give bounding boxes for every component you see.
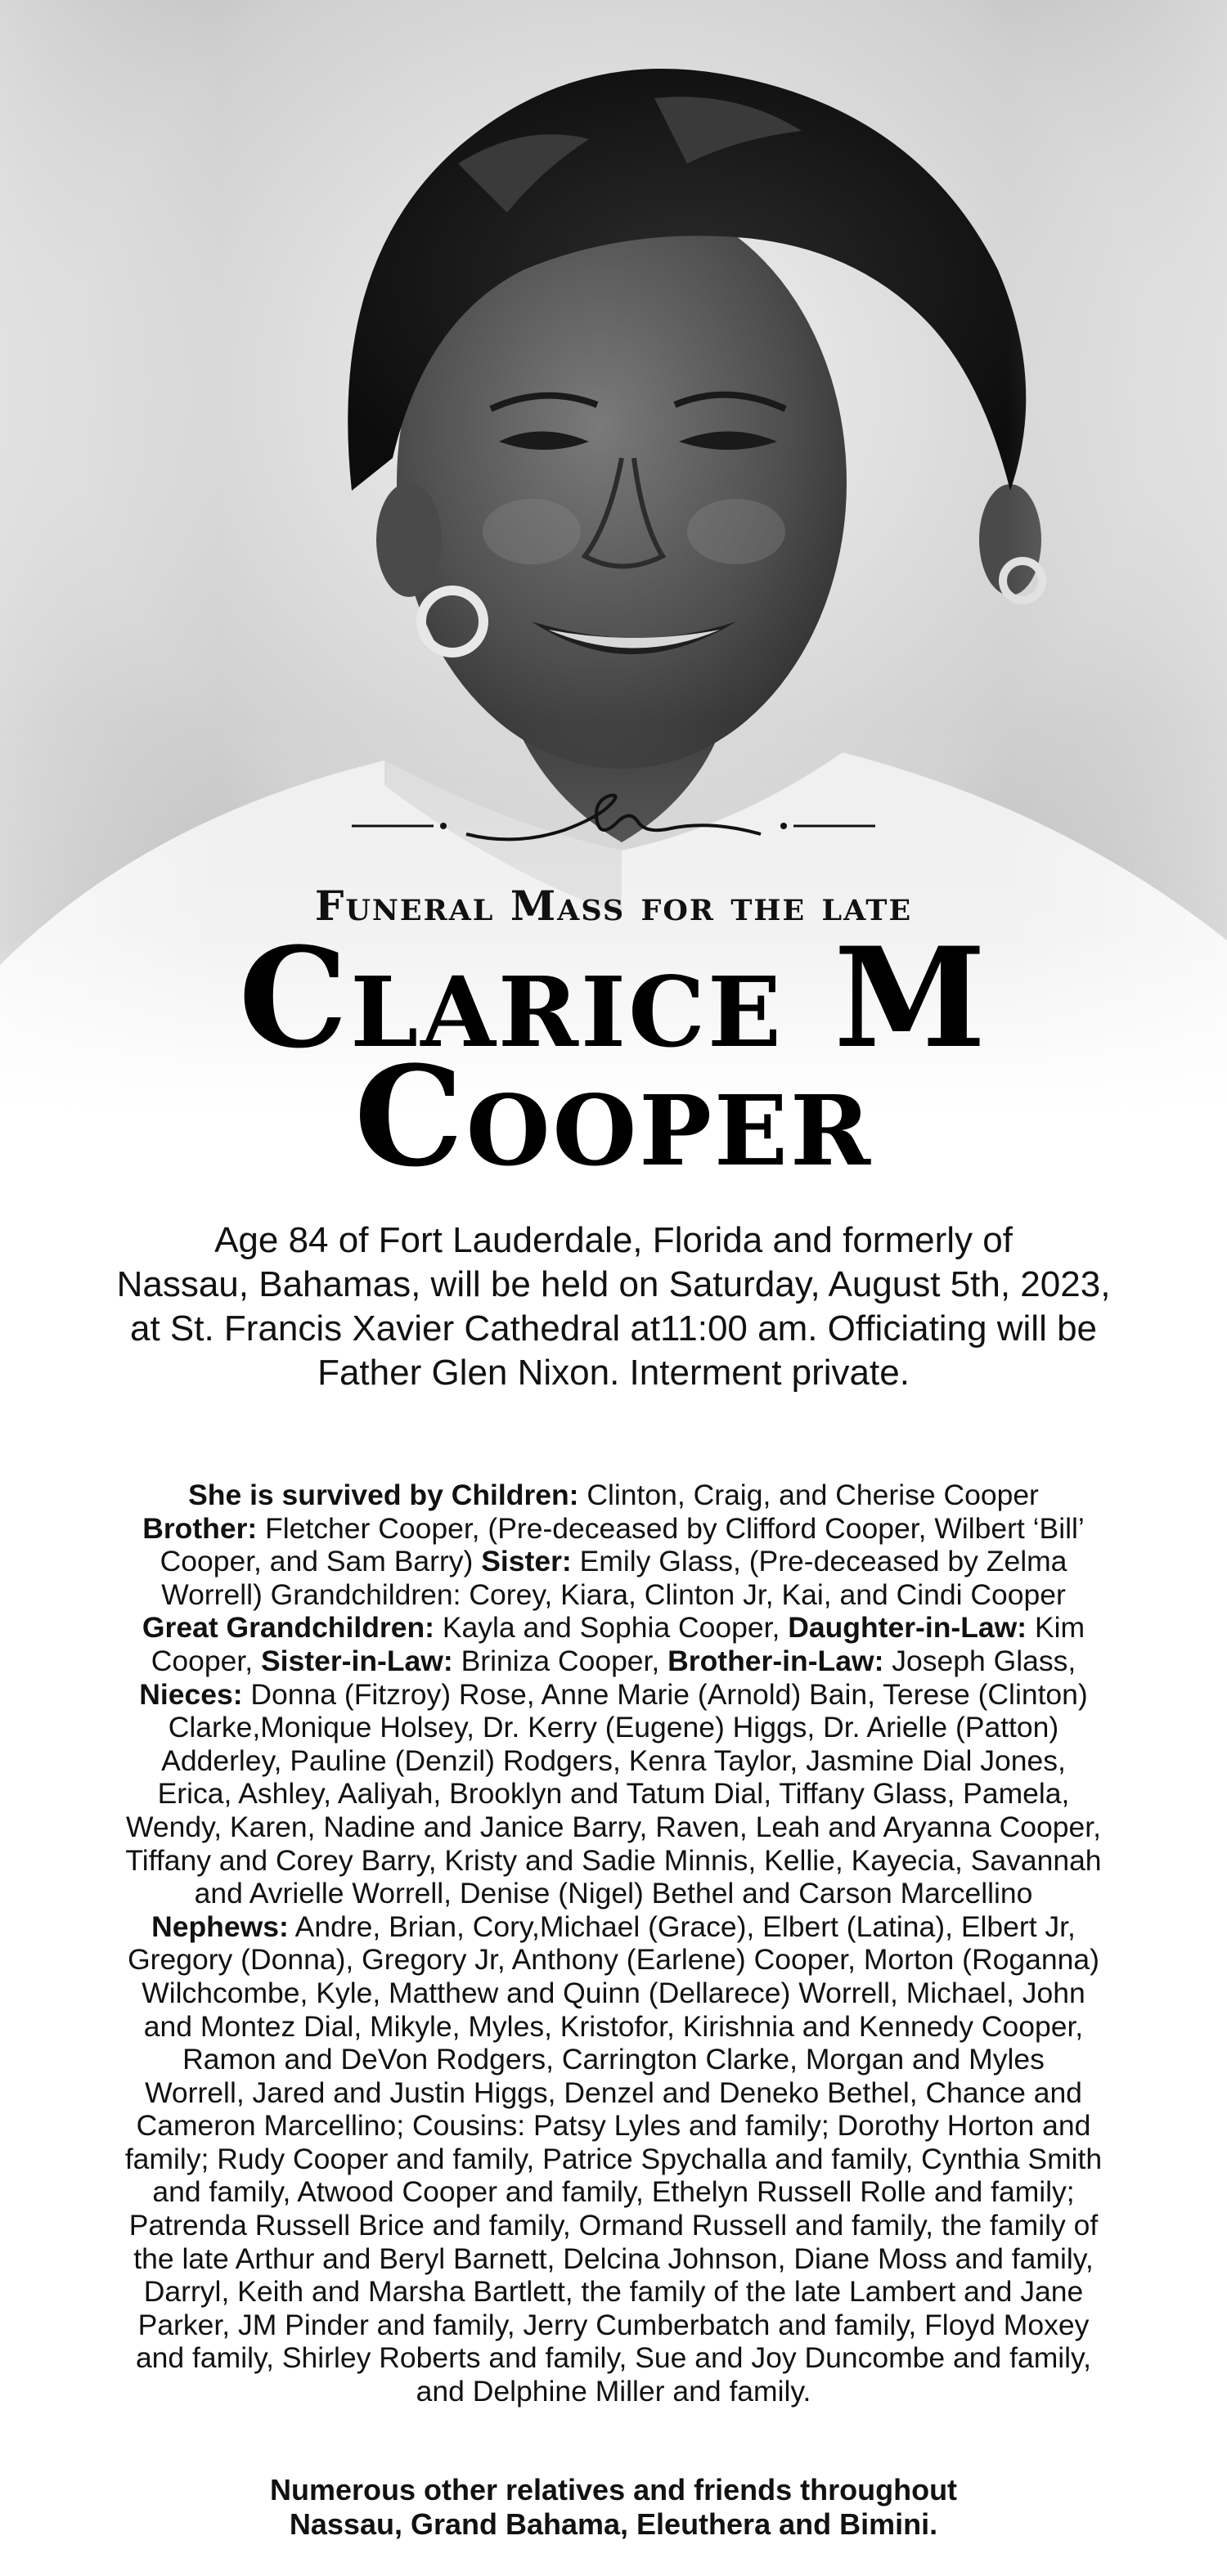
- survivor-line: [25, 2043, 1202, 2076]
- scroll-flourish-icon: [352, 789, 875, 863]
- survivor-names: Kim: [1027, 1611, 1085, 1645]
- survivor-line: [25, 2076, 1202, 2110]
- relation-label: She is survived by Children:: [188, 1479, 579, 1511]
- survivor-names: Cooper, and Sam Barry): [160, 1545, 482, 1578]
- survivor-line: [25, 1943, 1202, 1977]
- closing-line: Nassau, Grand Bahama, Eleuthera and Bimini.: [289, 2507, 938, 2541]
- survivor-names: Worrell, Jared and Justin Higgs, Denzel and Deneko Bethel, Chance and: [145, 2076, 1082, 2109]
- survivor-names: Patrenda Russell Brice and family, Ormand Russell and family, the family of: [128, 2209, 1099, 2242]
- service-line: Age 84 of Fort Lauderdale, Florida and formerly of: [214, 1220, 1013, 1260]
- survivor-line: [25, 1611, 1202, 1645]
- survivor-line: [25, 2275, 1202, 2309]
- service-line: at St. Francis Xavier Cathedral at11:00 am. Officiating will be: [129, 1308, 1098, 1349]
- relation-label: Sister:: [481, 1545, 572, 1578]
- survivor-line: [25, 1977, 1202, 2010]
- survivor-line: [25, 1578, 1202, 1612]
- survivor-names: Cameron Marcellino; Cousins: Patsy Lyles and family; Dorothy Horton and: [136, 2109, 1091, 2143]
- survivor-names: Fletcher Cooper, (Pre-deceased by Clifford Cooper, Wilbert ‘Bill’: [257, 1511, 1085, 1545]
- survivor-line: [25, 2143, 1202, 2176]
- survivor-names: Erica, Ashley, Aaliyah, Brooklyn and Tatum Dial, Tiffany Glass, Pamela,: [157, 1777, 1070, 1811]
- survivor-line: [25, 1545, 1202, 1578]
- relation-label: Sister-in-Law:: [260, 1644, 453, 1677]
- survivor-names: Briniza Cooper,: [452, 1644, 668, 1677]
- relation-label: Daughter-in-Law:: [788, 1611, 1027, 1645]
- survivor-names: and Montez Dial, Mikyle, Myles, Kristofor, Kirishnia and Kennedy Cooper,: [143, 2009, 1084, 2043]
- closing-note: [0, 2473, 1227, 2542]
- survivor-names: and Delphine Miller and family.: [416, 2375, 811, 2408]
- survivor-names: and family, Atwood Cooper and family, Ethelyn Russell Rolle and family;: [152, 2175, 1075, 2209]
- survivor-line: [25, 2209, 1202, 2242]
- survivor-names: Wendy, Karen, Nadine and Janice Barry, Raven, Leah and Aryanna Cooper,: [126, 1810, 1101, 1843]
- survivor-line: [25, 2242, 1202, 2276]
- survivor-line: [25, 2109, 1202, 2143]
- survivor-names: Emily Glass, (Pre-deceased by Zelma: [571, 1545, 1067, 1578]
- survivor-names: Andre, Brian, Cory,Michael (Grace), Elbert (Latina), Elbert Jr,: [288, 1910, 1076, 1943]
- survivor-line: [25, 1844, 1202, 1878]
- survivor-line: [25, 2375, 1202, 2408]
- survivor-line: [25, 1479, 1202, 1512]
- survivor-names: Cooper,: [151, 1644, 261, 1677]
- survivor-line: [25, 1777, 1202, 1811]
- survivor-names: Parker, JM Pinder and family, Jerry Cumberbatch and family, Floyd Moxey: [137, 2308, 1090, 2341]
- survivor-names: the late Arthur and Beryl Barnett, Delcina Johnson, Diane Moss and family,: [133, 2242, 1094, 2275]
- survivor-line: [25, 2309, 1202, 2342]
- funeral-mass-subtitle: Funeral Mass for the late: [314, 882, 913, 930]
- survivor-names: Donna (Fitzroy) Rose, Anne Marie (Arnold) Bain, Terese (Clinton): [242, 1677, 1088, 1711]
- survivor-line: [25, 1877, 1202, 1910]
- relation-label: Brother-in-Law:: [667, 1644, 884, 1677]
- survivor-names: and Avrielle Worrell, Denise (Nigel) Bethel and Carson Marcellino: [194, 1877, 1033, 1910]
- survivor-names: Adderley, Pauline (Denzil) Rodgers, Kenra Taylor, Jasmine Dial Jones,: [161, 1744, 1066, 1777]
- relation-label: Brother:: [142, 1511, 258, 1545]
- survivor-names: Wilchcombe, Kyle, Matthew and Quinn (Dellarece) Worrell, Michael, John: [142, 1976, 1085, 2009]
- survivor-line: [25, 1678, 1202, 1712]
- deceased-name-first: Clarice M: [238, 917, 989, 1079]
- closing-line: Numerous other relatives and friends throughout: [269, 2473, 958, 2506]
- survivors-list: [25, 1479, 1202, 2408]
- deceased-name-last: Cooper: [353, 1035, 874, 1197]
- survivor-line: [25, 2341, 1202, 2375]
- survivor-names: Darryl, Keith and Marsha Bartlett, the family of the late Lambert and Jane: [143, 2275, 1084, 2309]
- survivor-line: [25, 2010, 1202, 2044]
- survivor-line: [25, 1811, 1202, 1844]
- survivor-line: [25, 2175, 1202, 2209]
- service-line: Nassau, Bahamas, will be held on Saturday, August 5th, 2023,: [116, 1264, 1111, 1304]
- survivor-names: Joseph Glass,: [883, 1644, 1076, 1677]
- survivor-names: and family, Shirley Roberts and family, Sue and Joy Duncombe and family,: [135, 2341, 1092, 2375]
- survivor-names: Ramon and DeVon Rodgers, Carrington Clarke, Morgan and Myles: [182, 2043, 1045, 2076]
- survivor-names: Tiffany and Corey Barry, Kristy and Sadie Minnis, Kellie, Kayecia, Savannah: [125, 1843, 1102, 1877]
- service-details: [49, 1218, 1178, 1395]
- decorative-flourish: [352, 789, 875, 863]
- survivor-line: [25, 1711, 1202, 1744]
- survivor-line: [25, 1744, 1202, 1778]
- survivor-line: [25, 1645, 1202, 1678]
- survivor-names: Clinton, Craig, and Cherise Cooper: [578, 1479, 1039, 1511]
- service-line: Father Glen Nixon. Interment private.: [317, 1353, 910, 1393]
- survivor-names: Clarke,Monique Holsey, Dr. Kerry (Eugene) Higgs, Dr. Arielle (Patton): [168, 1711, 1059, 1744]
- survivor-names: family; Rudy Cooper and family, Patrice Spychalla and family, Cynthia Smith: [124, 2142, 1103, 2175]
- survivor-names: Worrell) Grandchildren: Corey, Kiara, Clinton Jr, Kai, and Cindi Cooper: [161, 1577, 1066, 1611]
- relation-label: Great Grandchildren:: [142, 1611, 434, 1645]
- relation-label: Nephews:: [151, 1910, 289, 1943]
- survivor-line: [25, 1910, 1202, 1944]
- survivor-line: [25, 1512, 1202, 1546]
- survivor-names: Gregory (Donna), Gregory Jr, Anthony (Earlene) Cooper, Morton (Roganna): [128, 1943, 1099, 1977]
- survivor-names: Kayla and Sophia Cooper,: [434, 1611, 789, 1645]
- relation-label: Nieces:: [139, 1677, 243, 1711]
